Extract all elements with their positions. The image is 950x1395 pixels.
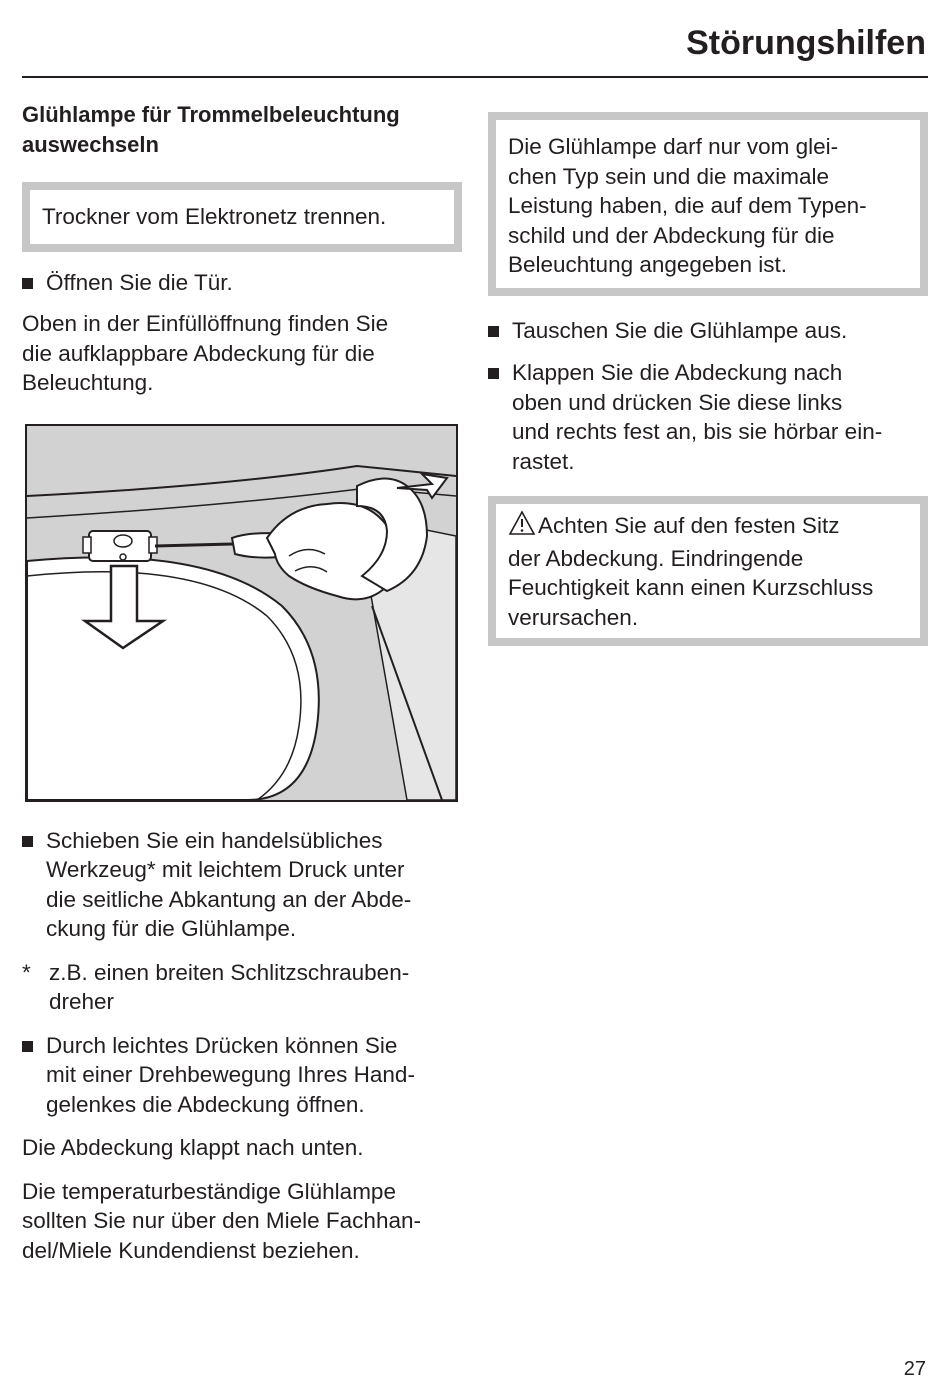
step-insert-tool bbox=[22, 826, 462, 944]
step-text-line: Werkzeug* mit leichtem Druck unter bbox=[46, 857, 405, 882]
paragraph-line: del/Miele Kundendienst beziehen. bbox=[22, 1237, 360, 1263]
paragraph-line: sollten Sie nur über den Miele Fachhan- bbox=[22, 1208, 421, 1233]
step-open-cover bbox=[22, 1031, 462, 1120]
paragraph-line: die aufklappbare Abdeckung für die bbox=[22, 340, 375, 366]
square-bullet-icon bbox=[488, 368, 499, 379]
warning-text: Achten Sie auf den festen Sitz bbox=[538, 513, 840, 538]
step-text-line: mit einer Drehbewegung Ihres Hand- bbox=[46, 1062, 415, 1087]
footnote-text bbox=[49, 958, 409, 1017]
cover-drops-paragraph: Die Abdeckung klappt nach unten. bbox=[22, 1135, 364, 1160]
header-rule bbox=[22, 76, 928, 78]
notice-line: Leistung haben, die auf dem Typen- bbox=[508, 193, 867, 218]
step-text-line: Schieben Sie ein handelsübliches bbox=[46, 827, 383, 853]
warning-line: der Abdeckung. Eindringende bbox=[508, 545, 804, 571]
warning-line: Feuchtigkeit kann einen Kurzschluss bbox=[508, 575, 874, 600]
square-bullet-icon bbox=[22, 278, 33, 289]
square-bullet-icon bbox=[488, 326, 499, 337]
warning-triangle-icon bbox=[508, 510, 536, 544]
step-text-line: und rechts fest an, bis sie hörbar ein- bbox=[512, 419, 883, 444]
step-text-line: gelenkes die Abdeckung öffnen. bbox=[46, 1091, 365, 1117]
tool-footnote bbox=[22, 958, 462, 1017]
square-bullet-icon bbox=[22, 836, 33, 847]
footnote-line: dreher bbox=[49, 989, 115, 1014]
section-heading-line: Glühlampe für Trommelbeleuchtung bbox=[22, 102, 400, 127]
illustration-drawing bbox=[27, 426, 456, 800]
paragraph-line: Oben in der Einfüllöffnung finden Sie bbox=[22, 311, 389, 336]
illustration-lamp-cover-removal bbox=[25, 424, 458, 802]
warning-line bbox=[508, 510, 908, 544]
paragraph-line: Die temperaturbeständige Glühlampe bbox=[22, 1178, 396, 1204]
step-text bbox=[46, 826, 411, 944]
right-column bbox=[488, 112, 928, 646]
step-text-line: rastet. bbox=[512, 448, 575, 474]
step-open-door bbox=[22, 268, 462, 298]
lamp-type-notice-box bbox=[488, 112, 928, 296]
lamp-purchase-paragraph bbox=[22, 1177, 462, 1266]
step-text bbox=[46, 1031, 415, 1120]
step-text-line: oben und drücken Sie diese links bbox=[512, 389, 843, 415]
disconnect-notice-text: Trockner vom Elektronetz trennen. bbox=[42, 204, 387, 229]
notice-line: chen Typ sein und die maximale bbox=[508, 163, 830, 189]
footnote-mark: * bbox=[22, 959, 31, 985]
step-text-line: Durch leichtes Drücken können Sie bbox=[46, 1032, 398, 1058]
footnote-line: z.B. einen breiten Schlitzschrauben- bbox=[49, 959, 410, 985]
step-text-line: die seitliche Abkantung an der Abde- bbox=[46, 886, 412, 912]
square-bullet-icon bbox=[22, 1041, 33, 1052]
notice-line: schild und der Abdeckung für die bbox=[508, 222, 835, 248]
step-text-line: Klappen Sie die Abdeckung nach bbox=[512, 360, 843, 385]
step-replace-lamp bbox=[488, 316, 928, 346]
step-text bbox=[512, 358, 882, 476]
step-text: Tauschen Sie die Glühlampe aus. bbox=[512, 317, 848, 343]
page-title: Störungshilfen bbox=[686, 24, 926, 62]
step-text-line: ckung für die Glühlampe. bbox=[46, 916, 297, 941]
page-number: 27 bbox=[903, 1358, 926, 1380]
step-close-cover bbox=[488, 358, 928, 476]
left-column bbox=[22, 100, 462, 1265]
warning-line: verursachen. bbox=[508, 604, 639, 630]
section-heading bbox=[22, 100, 462, 160]
warning-box bbox=[488, 496, 928, 646]
cover-location-paragraph bbox=[22, 309, 462, 398]
notice-line: Die Glühlampe darf nur vom glei- bbox=[508, 134, 839, 159]
disconnect-notice-box bbox=[22, 182, 462, 252]
paragraph-line: Beleuchtung. bbox=[22, 370, 154, 395]
section-heading-line: auswechseln bbox=[22, 132, 159, 157]
step-text: Öffnen Sie die Tür. bbox=[46, 269, 233, 295]
notice-line: Beleuchtung angegeben ist. bbox=[508, 252, 787, 277]
